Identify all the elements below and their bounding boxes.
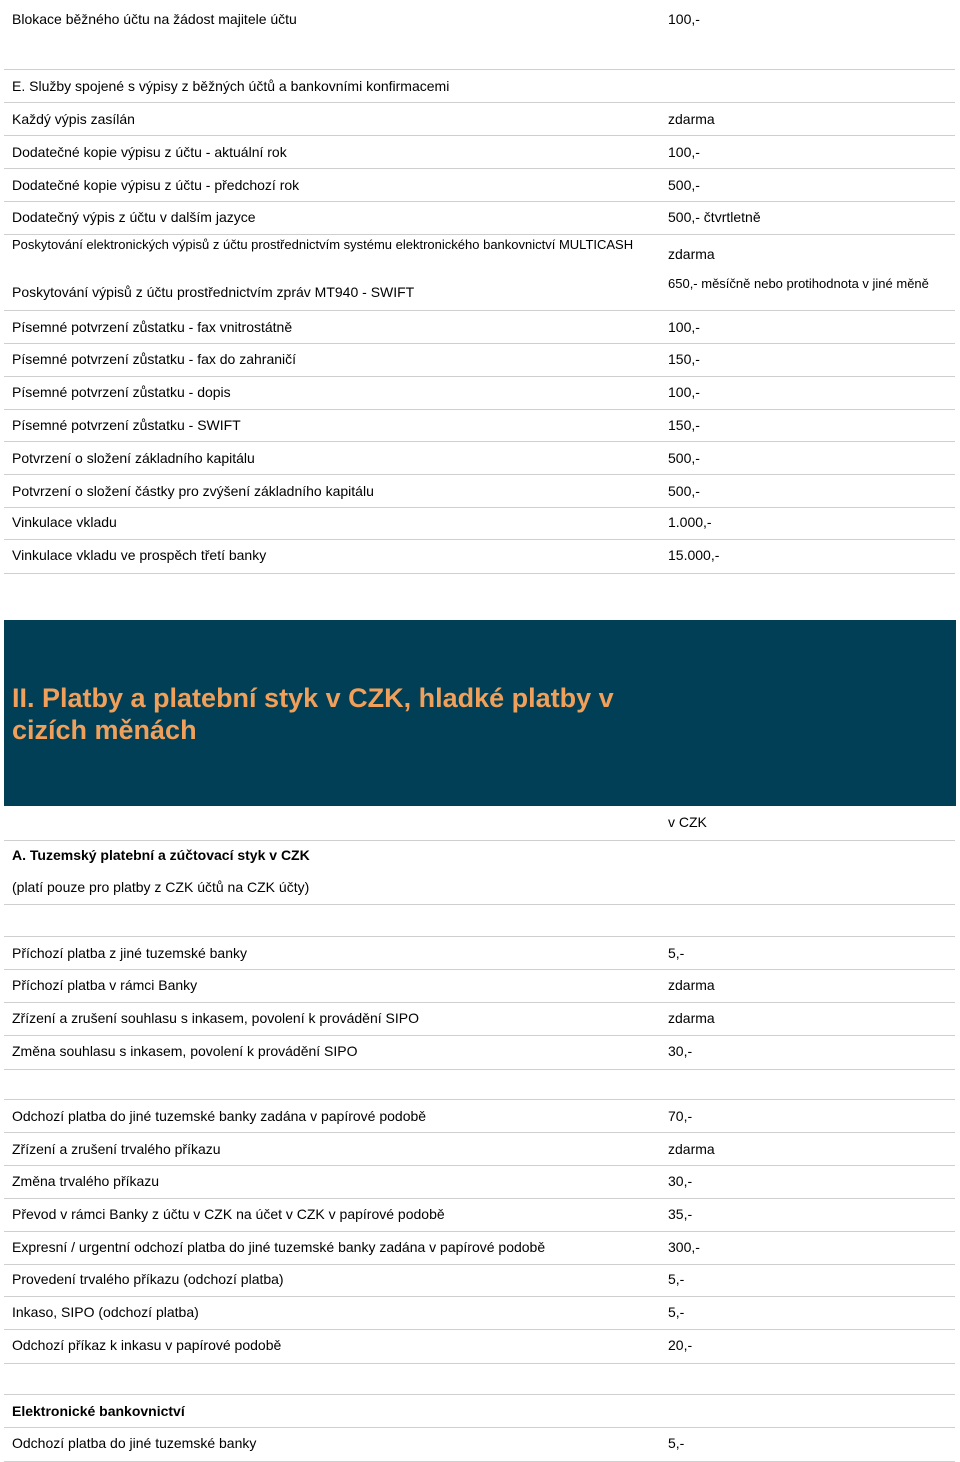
row-label: Potvrzení o složení základního kapitálu xyxy=(12,450,255,466)
table-row xyxy=(4,1231,955,1265)
chapter-title: II. Platby a platební styk v CZK, hladké platby v cizích měnách xyxy=(12,683,614,745)
table-row xyxy=(4,936,955,970)
row-value: 20,- xyxy=(668,1337,693,1353)
row-value: 500,- xyxy=(668,177,700,193)
table-row xyxy=(4,507,955,540)
row-value: zdarma xyxy=(668,246,715,262)
table-row xyxy=(4,1002,955,1036)
row-label: Písemné potvrzení zůstatku - fax do zahraničí xyxy=(12,351,297,367)
row-value: 35,- xyxy=(668,1206,693,1222)
row-label: Zřízení a zrušení souhlasu s inkasem, povolení k provádění SIPO xyxy=(12,1010,419,1026)
table-row xyxy=(4,234,955,277)
table-row xyxy=(4,539,955,574)
row-value: 500,- xyxy=(668,450,700,466)
row-value: 70,- xyxy=(668,1108,693,1124)
row-label: Příchozí platba v rámci Banky xyxy=(12,977,198,993)
row-value: 300,- xyxy=(668,1239,700,1255)
row-label: Převod v rámci Banky z účtu v CZK na účet v CZK v papírové podobě xyxy=(12,1206,445,1222)
row-value: 100,- xyxy=(668,384,700,400)
row-label: Dodatečné kopie výpisu z účtu - aktuální rok xyxy=(12,144,287,160)
subsection-heading-row xyxy=(4,1394,955,1428)
table-row xyxy=(4,1132,955,1166)
table-row xyxy=(4,1035,955,1070)
table-row xyxy=(4,409,955,442)
table-row xyxy=(4,1329,955,1364)
row-label: Odchozí platba do jiné tuzemské banky xyxy=(12,1435,257,1451)
row-value: 150,- xyxy=(668,417,700,433)
table-row xyxy=(4,441,955,475)
table-row xyxy=(4,135,955,169)
row-value: zdarma xyxy=(668,111,715,127)
row-label: Blokace běžného účtu na žádost majitele účtu xyxy=(12,11,297,27)
row-label: Písemné potvrzení zůstatku - fax vnitrostátně xyxy=(12,319,293,335)
row-value: zdarma xyxy=(668,1141,715,1157)
row-label: Potvrzení o složení částky pro zvýšení základního kapitálu xyxy=(12,483,374,499)
row-value: 15.000,- xyxy=(668,547,720,563)
currency-header-row xyxy=(4,806,955,840)
row-label: Příchozí platba z jiné tuzemské banky xyxy=(12,945,248,961)
row-label: Změna souhlasu s inkasem, povolení k provádění SIPO xyxy=(12,1043,358,1059)
row-label: Dodatečné kopie výpisu z účtu - předchozí rok xyxy=(12,177,300,193)
table-row xyxy=(4,102,955,136)
row-label: Vinkulace vkladu xyxy=(12,514,117,530)
row-label: Písemné potvrzení zůstatku - dopis xyxy=(12,384,231,400)
row-value: 5,- xyxy=(668,945,685,961)
table-row xyxy=(4,474,955,508)
section-heading: E. Služby spojené s výpisy z běžných účtů a bankovními konfirmacemi xyxy=(12,78,450,94)
table-row xyxy=(4,343,955,377)
table-row xyxy=(4,376,955,410)
row-label: Zřízení a zrušení trvalého příkazu xyxy=(12,1141,221,1157)
row-value: 100,- xyxy=(668,11,700,27)
row-value: 5,- xyxy=(668,1304,685,1320)
row-value: 1.000,- xyxy=(668,514,712,530)
chapter-banner xyxy=(4,620,956,806)
row-label: Odchozí příkaz k inkasu v papírové podobě xyxy=(12,1337,282,1353)
table-row xyxy=(4,168,955,202)
row-label: Expresní / urgentní odchozí platba do jiné tuzemské banky zadána v papírové podobě xyxy=(12,1239,546,1255)
row-label: Provedení trvalého příkazu (odchozí platba) xyxy=(12,1271,284,1287)
row-value: 650,- měsíčně nebo protihodnota v jiné měně xyxy=(668,276,929,291)
row-value: zdarma xyxy=(668,1010,715,1026)
table-row xyxy=(4,1427,955,1462)
row-label: Inkaso, SIPO (odchozí platba) xyxy=(12,1304,199,1320)
table-row xyxy=(4,0,955,36)
row-value: 100,- xyxy=(668,144,700,160)
row-value: 5,- xyxy=(668,1271,685,1287)
table-row xyxy=(4,1198,955,1232)
table-row xyxy=(4,1264,955,1297)
row-label: Vinkulace vkladu ve prospěch třetí banky xyxy=(12,547,267,563)
section-heading-row xyxy=(4,69,955,103)
row-value: 30,- xyxy=(668,1173,693,1189)
table-row xyxy=(4,276,955,310)
row-value: 5,- xyxy=(668,1435,685,1451)
table-row xyxy=(4,1099,955,1133)
row-value: 150,- xyxy=(668,351,700,367)
row-value: 500,- čtvrtletně xyxy=(668,209,761,225)
section-note-row xyxy=(4,871,955,905)
currency-header: v CZK xyxy=(668,814,707,830)
table-row xyxy=(4,1296,955,1330)
section-heading: A. Tuzemský platební a zúčtovací styk v CZK xyxy=(12,847,310,863)
section-note: (platí pouze pro platby z CZK účtů na CZK účty) xyxy=(12,879,310,895)
row-label: Každý výpis zasílán xyxy=(12,111,135,127)
subsection-heading: Elektronické bankovnictví xyxy=(12,1403,185,1419)
table-row xyxy=(4,310,955,344)
row-label: Poskytování elektronických výpisů z účtu prostřednictvím systému elektronického bankovnictví MULTICASH xyxy=(12,237,634,252)
table-row xyxy=(4,969,955,1003)
table-row xyxy=(4,1165,955,1199)
row-value: 30,- xyxy=(668,1043,693,1059)
row-label: Odchozí platba do jiné tuzemské banky zadána v papírové podobě xyxy=(12,1108,427,1124)
row-label: Písemné potvrzení zůstatku - SWIFT xyxy=(12,417,241,433)
row-label: Poskytování výpisů z účtu prostřednictvím zpráv MT940 - SWIFT xyxy=(12,284,415,300)
row-value: zdarma xyxy=(668,977,715,993)
row-value: 500,- xyxy=(668,483,700,499)
row-label: Změna trvalého příkazu xyxy=(12,1173,160,1189)
table-row xyxy=(4,201,955,235)
row-value: 100,- xyxy=(668,319,700,335)
section-heading-row xyxy=(4,840,955,872)
row-label: Dodatečný výpis z účtu v dalším jazyce xyxy=(12,209,256,225)
